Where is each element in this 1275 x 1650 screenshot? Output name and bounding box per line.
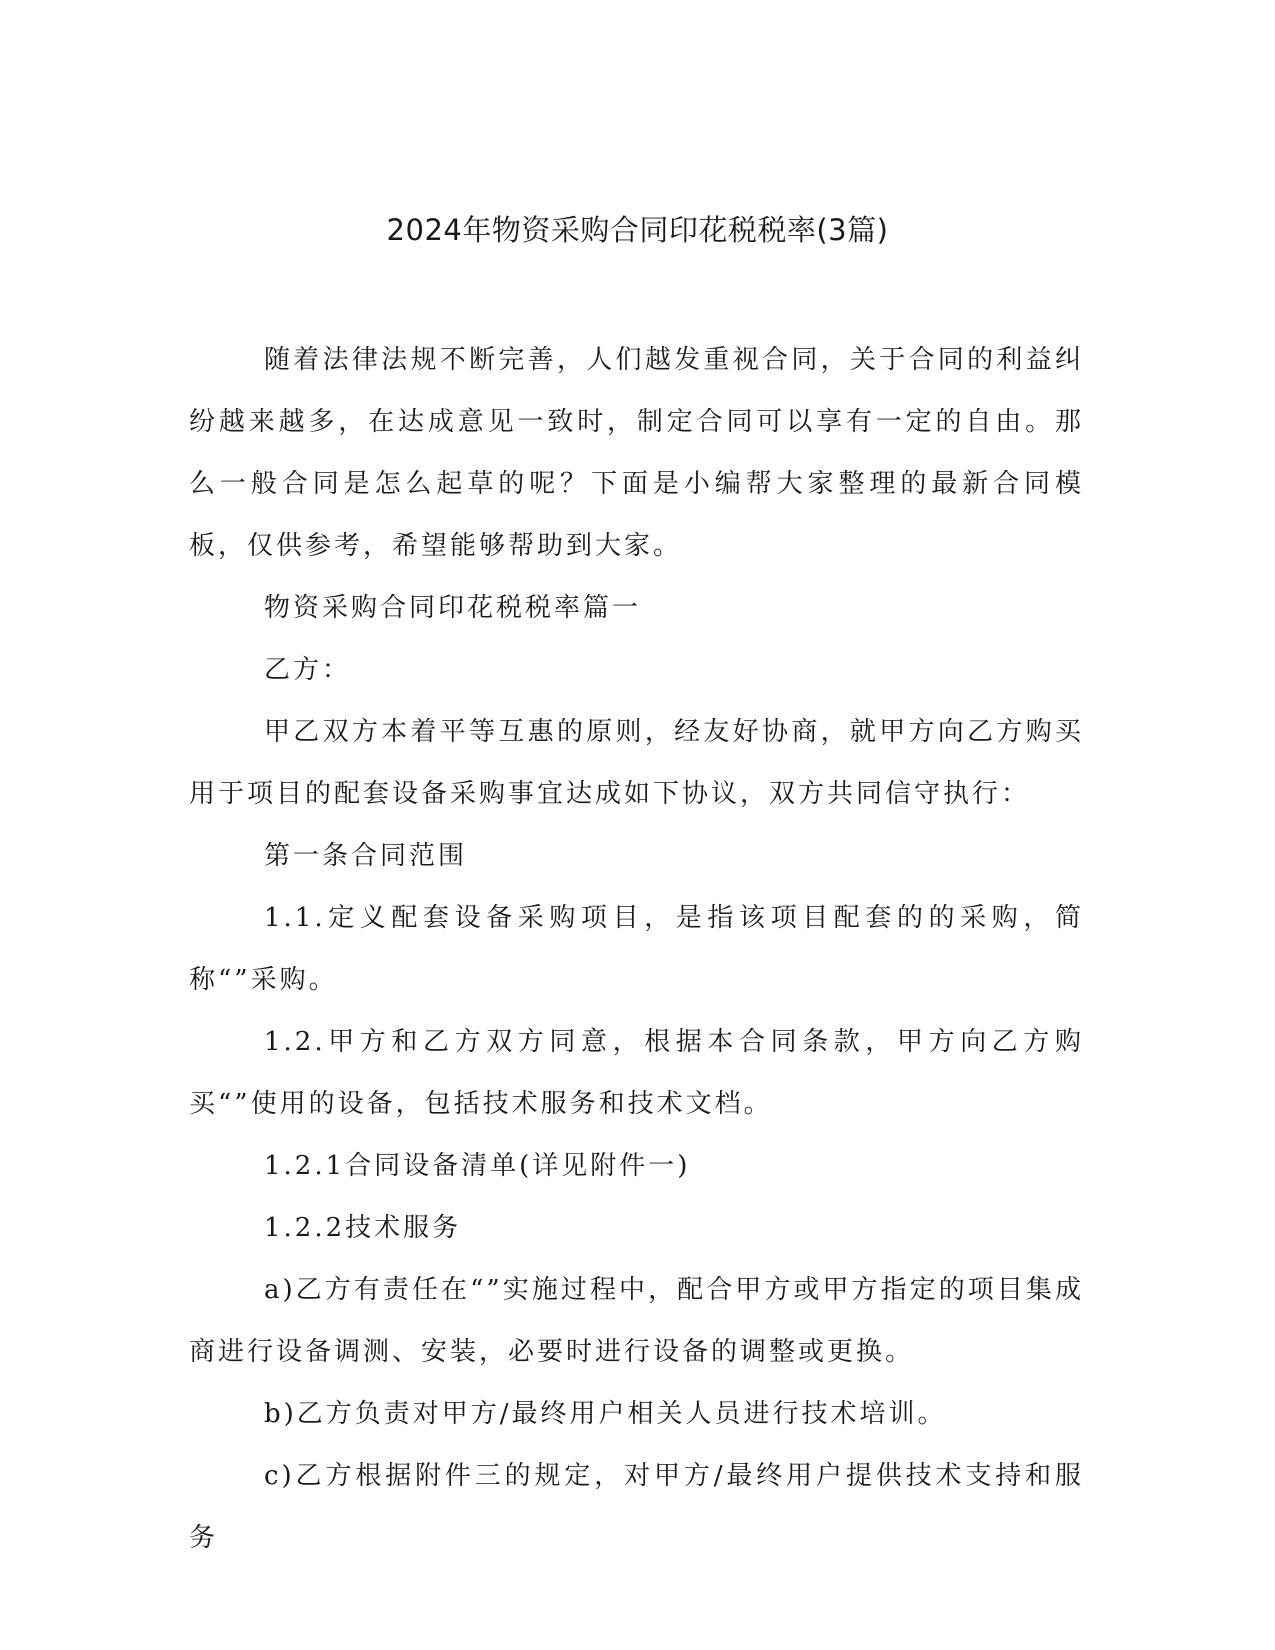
clause-item-b: b)乙方负责对甲方/最终用户相关人员进行技术培训。 <box>264 1399 947 1429</box>
document-title: 2024年物资采购合同印花税税率(3篇) <box>386 213 889 247</box>
document-body <box>189 329 1084 1569</box>
section-heading-part-one: 物资采购合同印花税税率篇一 <box>264 593 642 623</box>
clause-1-2-2: 1.2.2技术服务 <box>264 1213 462 1243</box>
article-one-heading: 第一条合同范围 <box>264 841 468 871</box>
clause-item-c: c)乙方根据附件三的规定，对甲方/最终用户提供技术支持和服务 <box>189 1461 1084 1553</box>
clause-1-2: 1.2.甲方和乙方双方同意，根据本合同条款，甲方向乙方购买“”使用的设备，包括技术服务和技术文档。 <box>189 1027 1084 1119</box>
party-b-line: 乙方： <box>264 655 352 685</box>
clause-1-1: 1.1.定义配套设备采购项目，是指该项目配套的的采购，简称“”采购。 <box>189 903 1084 995</box>
clause-item-a: a)乙方有责任在“”实施过程中，配合甲方或甲方指定的项目集成商进行设备调测、安装，必要时进行设备的调整或更换。 <box>189 1275 1084 1367</box>
agreement-preamble: 甲乙双方本着平等互惠的原则，经友好协商，就甲方向乙方购买用于项目的配套设备采购事宜达成如下协议，双方共同信守执行： <box>189 717 1084 809</box>
clause-1-2-1: 1.2.1合同设备清单(详见附件一) <box>264 1151 691 1181</box>
intro-paragraph: 随着法律法规不断完善，人们越发重视合同，关于合同的利益纠纷越来越多，在达成意见一致时，制定合同可以享有一定的自由。那么一般合同是怎么起草的呢？下面是小编帮大家整理的最新合同模板，仅供参考，希望能够帮助到大家。 <box>189 345 1084 561</box>
